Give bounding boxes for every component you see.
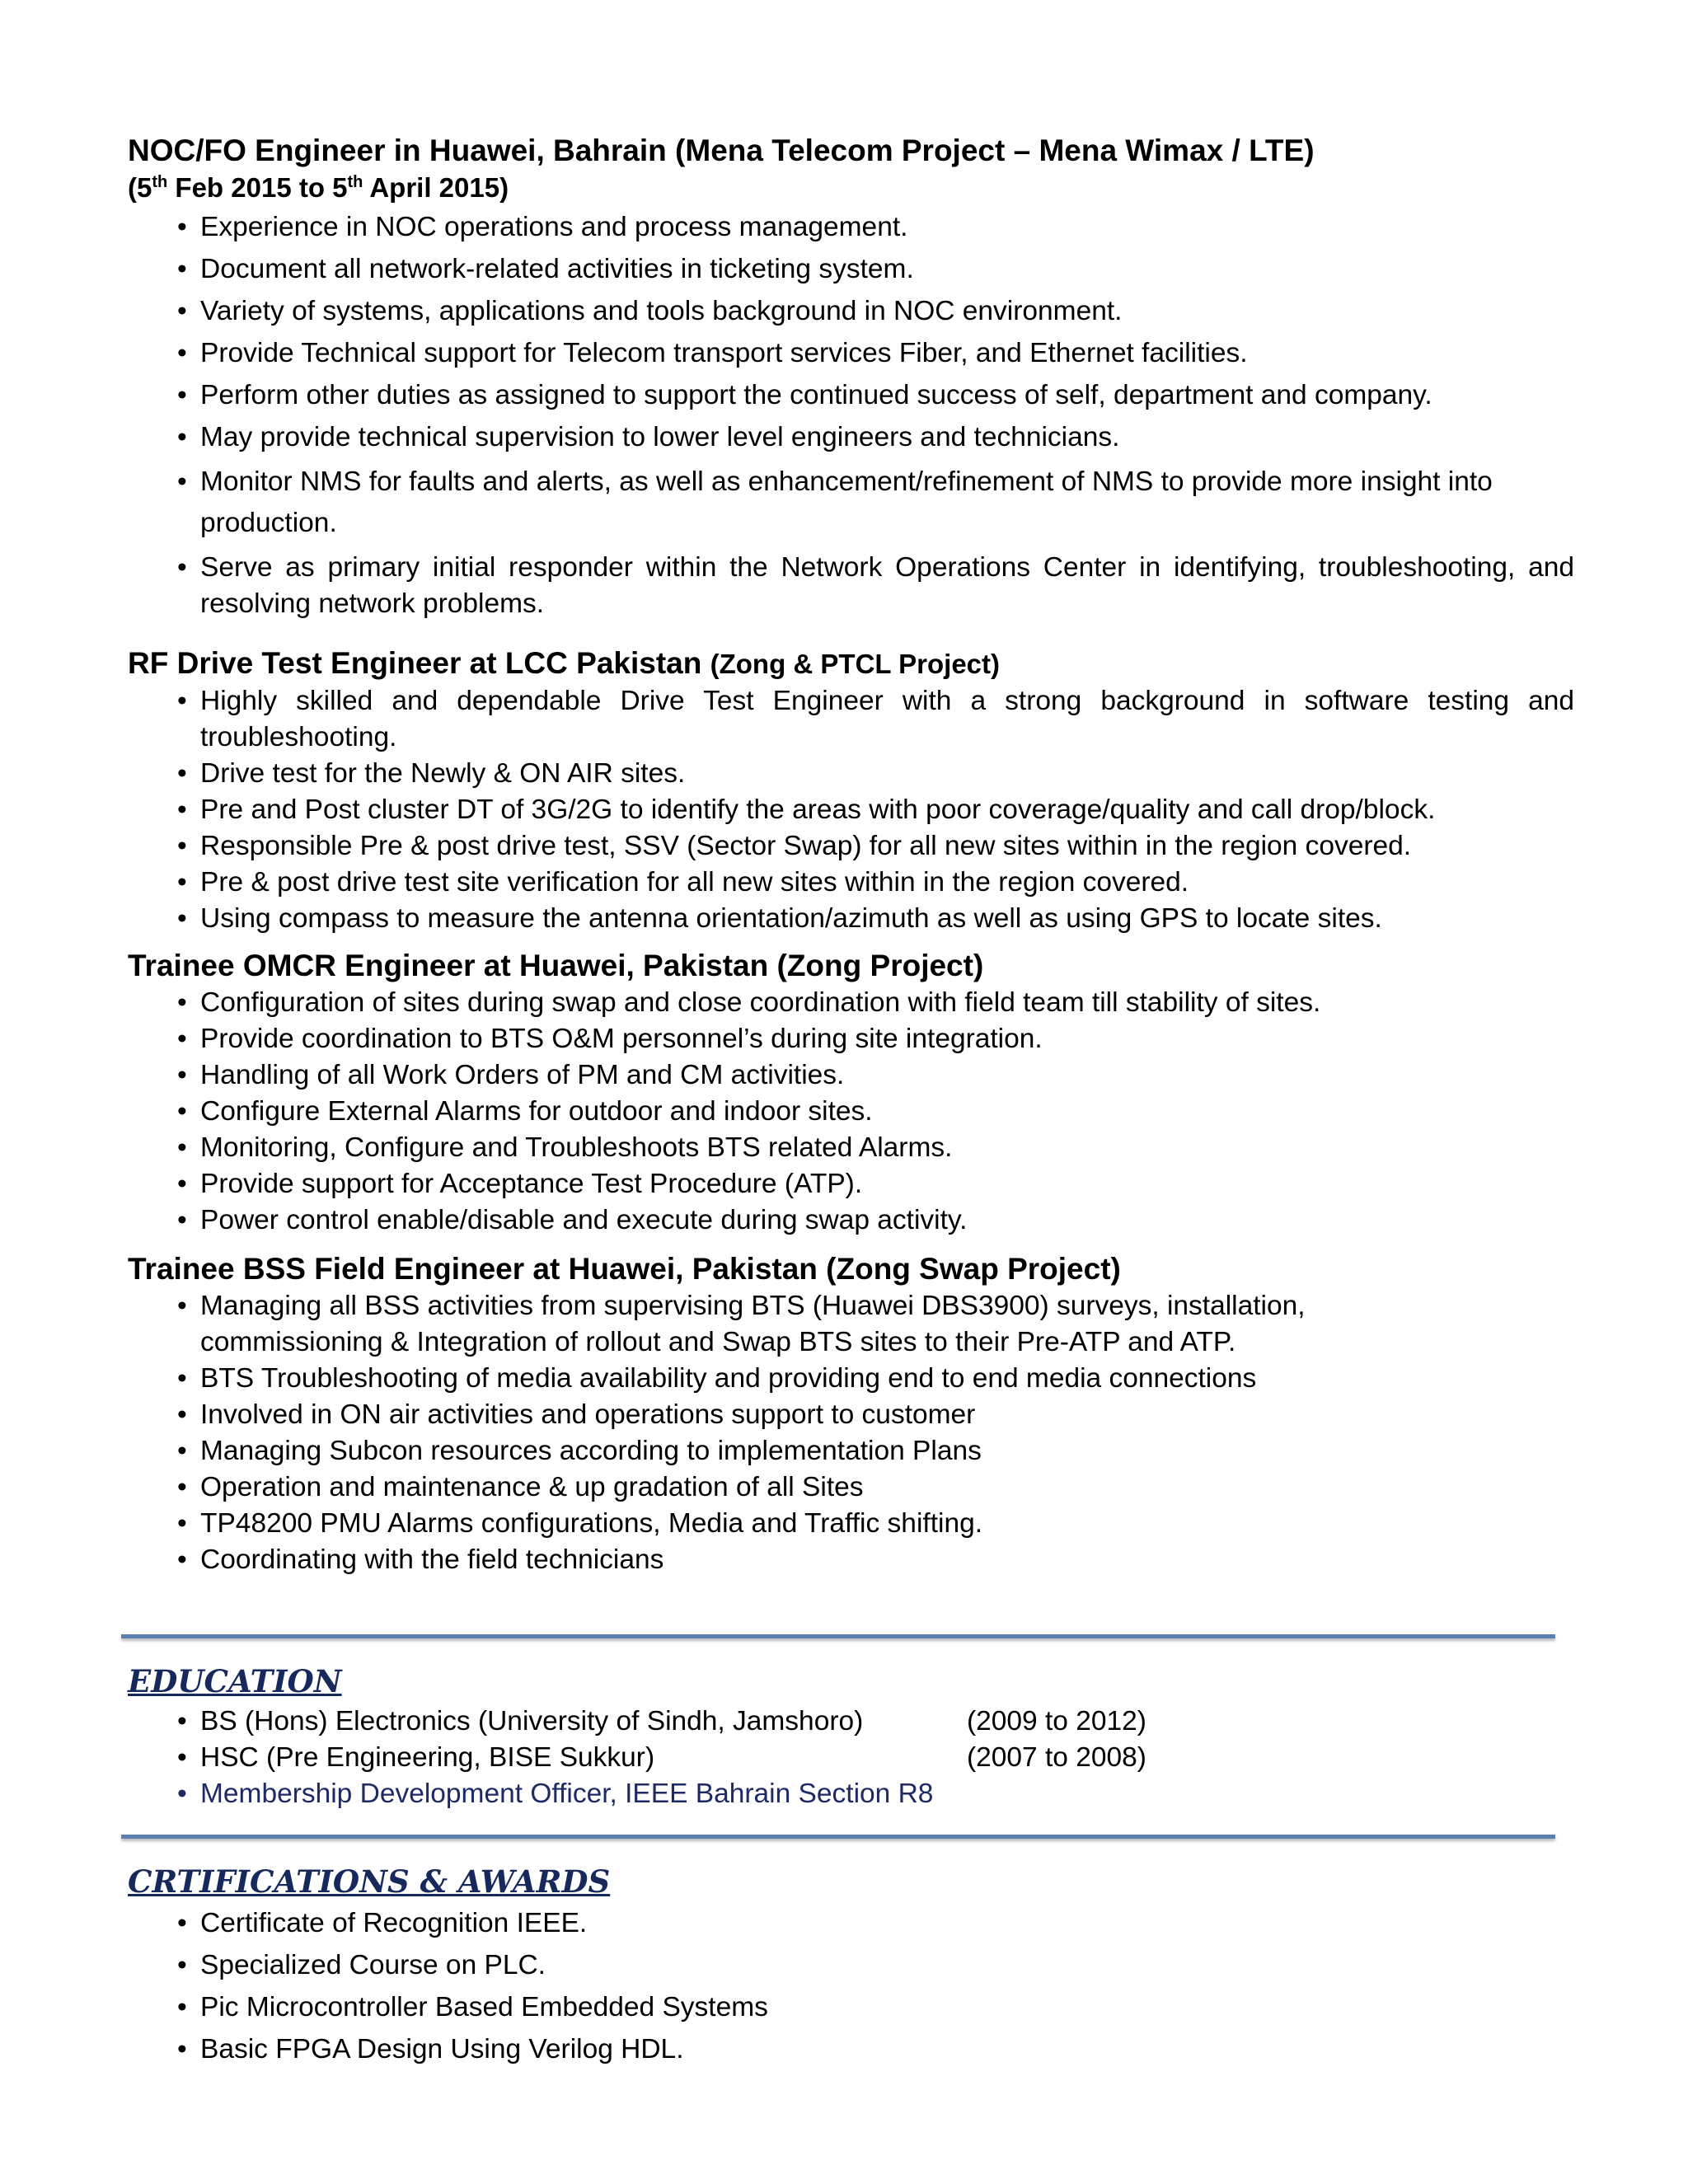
job-trainee-omcr-engineer [128, 947, 1574, 1239]
job-noc-fo-engineer [128, 132, 1574, 622]
list-item: • BTS Troubleshooting of media availability and providing end to end media connections [177, 1361, 1574, 1397]
list-item: • Operation and maintenance & up gradation of all Sites [177, 1469, 1574, 1506]
list-item: • Power control enable/disable and execute during swap activity. [177, 1202, 1574, 1239]
job-bullets [128, 1288, 1574, 1578]
list-item: • Membership Development Officer, IEEE Bahrain Section R8 [177, 1776, 1574, 1812]
list-item: • Perform other duties as assigned to support the continued success of self, department and company. [177, 377, 1574, 414]
list-item: • Configure External Alarms for outdoor and indoor sites. [177, 1094, 1574, 1130]
list-item: • Managing all BSS activities from supervising BTS (Huawei DBS3900) surveys, installation, commissioning & Integration of rollout and Swap BTS sites to their Pre-ATP and ATP. [177, 1288, 1574, 1361]
list-item: • Monitor NMS for faults and alerts, as well as enhancement/refinement of NMS to provide more insight into production. [177, 462, 1574, 544]
list-item: • Monitoring, Configure and Troubleshoots BTS related Alarms. [177, 1130, 1574, 1166]
list-item: • Handling of all Work Orders of PM and CM activities. [177, 1057, 1574, 1094]
list-item: • Basic FPGA Design Using Verilog HDL. [177, 2032, 1574, 2068]
job-bullets [128, 985, 1574, 1239]
list-item: • Involved in ON air activities and operations support to customer [177, 1397, 1574, 1433]
job-rf-drive-test-engineer [128, 644, 1574, 937]
list-item: • Certificate of Recognition IEEE. [177, 1905, 1574, 1942]
job-trainee-bss-field-engineer [128, 1250, 1574, 1578]
list-item: • Serve as primary initial responder within the Network Operations Center in identifying, troubleshooting, and resolving network problems. [177, 550, 1574, 622]
degree-years: (2007 to 2008) [967, 1742, 1146, 1773]
degree: • BS (Hons) Electronics (University of Sindh, Jamshoro) [200, 1706, 864, 1736]
section-divider [121, 1835, 1555, 1839]
list-item: • Specialized Course on PLC. [177, 1947, 1574, 1984]
list-item: • Provide support for Acceptance Test Procedure (ATP). [177, 1166, 1574, 1202]
list-item: • Variety of systems, applications and tools background in NOC environment. [177, 293, 1574, 330]
list-item: • Drive test for the Newly & ON AIR sites. [177, 756, 1574, 792]
experience-section [128, 132, 1574, 1578]
job-title: RF Drive Test Engineer at LCC Pakistan (Zong & PTCL Project) [128, 646, 1001, 680]
certifications-list [128, 1905, 1574, 2068]
list-item: • Coordinating with the field technicians [177, 1542, 1574, 1578]
job-title: Trainee OMCR Engineer at Huawei, Pakistan (Zong Project) [128, 949, 984, 982]
job-bullets [128, 209, 1574, 622]
list-item: • Configuration of sites during swap and close coordination with field team till stability of sites. [177, 985, 1574, 1021]
list-item: • Responsible Pre & post drive test, SSV (Sector Swap) for all new sites within in the region covered. [177, 828, 1574, 865]
education-section [128, 1661, 1574, 1812]
list-item: • Highly skilled and dependable Drive Test Engineer with a strong background in software testing and troubleshooting. [177, 683, 1574, 756]
job-title: NOC/FO Engineer in Huawei, Bahrain (Mena Telecom Project – Mena Wimax / LTE) [128, 134, 1315, 167]
job-title: Trainee BSS Field Engineer at Huawei, Pakistan (Zong Swap Project) [128, 1252, 1121, 1286]
job-dates: (5th Feb 2015 to 5th April 2015) [128, 172, 509, 203]
degree-years: (2009 to 2012) [967, 1706, 1146, 1736]
list-item: • Pre & post drive test site verification for all new sites within in the region covered. [177, 865, 1574, 901]
list-item: • Pre and Post cluster DT of 3G/2G to identify the areas with poor coverage/quality and call drop/block. [177, 792, 1574, 828]
list-item: • Provide Technical support for Telecom transport services Fiber, and Ethernet facilities. [177, 335, 1574, 372]
list-item: • Managing Subcon resources according to implementation Plans [177, 1433, 1574, 1469]
section-heading-education: EDUCATION [128, 1663, 342, 1699]
list-item: • Document all network-related activities in ticketing system. [177, 251, 1574, 288]
list-item: • Experience in NOC operations and process management. [177, 209, 1574, 246]
list-item: • Provide coordination to BTS O&M personnel’s during site integration. [177, 1021, 1574, 1057]
list-item [177, 1704, 1574, 1740]
education-list [128, 1704, 1574, 1812]
list-item: • TP48200 PMU Alarms configurations, Media and Traffic shifting. [177, 1506, 1574, 1542]
section-heading-certifications: CRTIFICATIONS & AWARDS [128, 1863, 611, 1900]
list-item [177, 1740, 1574, 1776]
list-item: • Using compass to measure the antenna orientation/azimuth as well as using GPS to locate sites. [177, 901, 1574, 937]
list-item: • May provide technical supervision to lower level engineers and technicians. [177, 419, 1574, 456]
degree: • HSC (Pre Engineering, BISE Sukkur) [200, 1742, 655, 1773]
section-divider [121, 1634, 1555, 1638]
certifications-section [128, 1861, 1574, 2074]
list-item: • Pic Microcontroller Based Embedded Systems [177, 1990, 1574, 2026]
job-bullets [128, 683, 1574, 937]
